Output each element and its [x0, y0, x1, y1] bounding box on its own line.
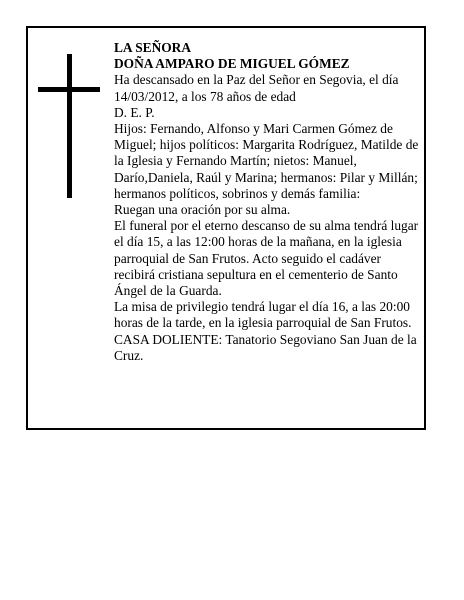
cross-vertical-bar	[67, 54, 72, 198]
latin-cross-icon	[38, 54, 100, 198]
notice-text	[114, 40, 422, 364]
dep-line: D. E. P.	[114, 104, 155, 120]
prayer-request: Ruegan una oración por su alma.	[114, 202, 291, 218]
funeral-details: El funeral por el eterno descanso de su alma tendrá lugar el día 15, a las 12:00 horas de la mañana, en la iglesia parroquial de San Frutos. Acto seguido el cadáver recibirá cristiana sepultura en el cementerio de Santo Ángel de la Guarda.	[114, 218, 419, 299]
heading-title: LA SEÑORA	[114, 40, 192, 55]
family-list: Hijos: Fernando, Alfonso y Mari Carmen Gómez de Miguel; hijos políticos: Margarita Rodríguez, Matilde de la Iglesia y Fernando Martín; nietos: Manuel, Darío,Daniela, Raúl y Marina; hermanos: Pilar y Millán; hermanos políticos, sobrinos y demás familia:	[114, 121, 419, 201]
obituary-notice	[26, 26, 426, 430]
mass-details: La misa de privilegio tendrá lugar el día 16, a las 20:00 horas de la tarde, en la iglesia parroquial de San Frutos.	[114, 299, 412, 331]
deceased-name: DOÑA AMPARO DE MIGUEL GÓMEZ	[114, 56, 350, 72]
mourning-house: CASA DOLIENTE: Tanatorio Segoviano San Juan de la Cruz.	[114, 331, 417, 363]
death-announcement: Ha descansado en la Paz del Señor en Segovia, el día 14/03/2012, a los 78 años de edad	[114, 72, 399, 104]
cross-horizontal-bar	[38, 87, 100, 92]
